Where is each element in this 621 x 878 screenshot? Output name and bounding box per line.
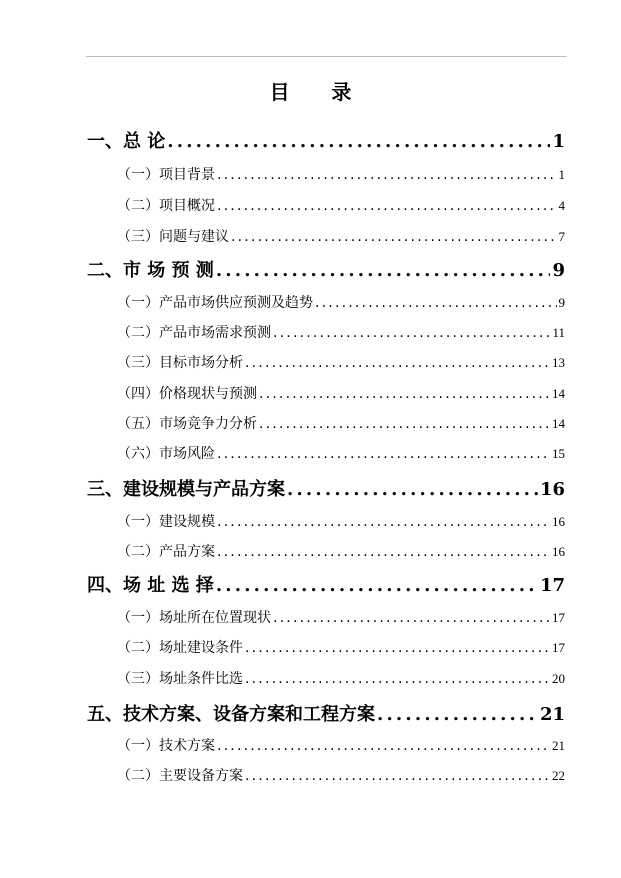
- toc-item-2-3[interactable]: [117, 352, 565, 372]
- toc-item-1-3[interactable]: [117, 226, 565, 246]
- dot-leader: [217, 544, 550, 560]
- toc-section-label: 一、总 论: [87, 131, 166, 152]
- toc-page-number: 1: [552, 131, 565, 152]
- toc-page-number: 20: [552, 671, 565, 686]
- toc-page-number: 9: [558, 295, 565, 310]
- toc-item-label: （六）市场风险: [117, 446, 215, 462]
- toc-page-number: 9: [552, 260, 565, 281]
- toc-item-label: （二）产品方案: [117, 544, 215, 560]
- dot-leader: [259, 416, 550, 432]
- toc-item-2-4[interactable]: [117, 383, 565, 403]
- toc-item-label: （二）主要设备方案: [117, 768, 243, 784]
- toc-title: 目 录: [269, 80, 352, 104]
- toc-item-label: （一）建设规模: [117, 514, 215, 530]
- dot-leader: [217, 514, 550, 530]
- toc-section-2[interactable]: [87, 256, 565, 282]
- dot-leader: [245, 355, 550, 371]
- dot-leader: [216, 575, 538, 596]
- toc-item-3-2[interactable]: [117, 541, 565, 561]
- toc-page-number: 16: [552, 544, 565, 559]
- dot-leader: [273, 325, 550, 341]
- dot-leader: [377, 704, 538, 725]
- toc-page-number: 16: [539, 479, 565, 500]
- toc-item-label: （二）项目概况: [117, 198, 215, 214]
- toc-page-number: 16: [552, 514, 565, 529]
- toc-section-4[interactable]: [87, 571, 565, 597]
- toc-item-4-2[interactable]: [117, 637, 565, 657]
- dot-leader: [217, 198, 557, 214]
- toc-page-number: 21: [552, 738, 565, 753]
- dot-leader: [167, 131, 550, 152]
- toc-item-4-1[interactable]: [117, 607, 565, 627]
- toc-page-number: 14: [552, 416, 565, 431]
- toc-page-number: 1: [558, 167, 565, 182]
- dot-leader: [245, 640, 550, 656]
- toc-item-label: （五）市场竞争力分析: [117, 416, 257, 432]
- toc-item-label: （一）场址所在位置现状: [117, 610, 271, 626]
- dot-leader: [217, 446, 550, 462]
- dot-leader: [259, 386, 550, 402]
- toc-section-label: 五、技术方案、设备方案和工程方案: [87, 704, 375, 725]
- toc-item-label: （三）场址条件比选: [117, 671, 243, 687]
- toc-item-label: （二）产品市场需求预测: [117, 325, 271, 341]
- toc-item-label: （一）技术方案: [117, 738, 215, 754]
- dot-leader: [245, 768, 550, 784]
- toc-item-2-1[interactable]: [117, 292, 565, 312]
- dot-leader: [231, 229, 557, 245]
- toc-item-5-2[interactable]: [117, 765, 565, 785]
- toc-item-1-2[interactable]: [117, 195, 565, 215]
- toc-page-number: 11: [552, 325, 565, 340]
- toc-item-5-1[interactable]: [117, 735, 565, 755]
- toc-page-number: 13: [552, 355, 565, 370]
- toc-item-label: （一）产品市场供应预测及趋势: [117, 295, 313, 311]
- toc-page-number: 15: [552, 446, 565, 461]
- toc-item-label: （一）项目背景: [117, 167, 215, 183]
- toc-section-label: 二、市 场 预 测: [87, 260, 214, 281]
- toc-item-label: （三）目标市场分析: [117, 355, 243, 371]
- toc-page-number: 14: [552, 386, 565, 401]
- toc-page-number: 17: [552, 640, 565, 655]
- toc-page-number: 17: [552, 610, 565, 625]
- toc-item-label: （四）价格现状与预测: [117, 386, 257, 402]
- toc-section-1[interactable]: [87, 127, 565, 153]
- toc-item-label: （二）场址建设条件: [117, 640, 243, 656]
- toc-item-2-5[interactable]: [117, 413, 565, 433]
- toc-item-label: （三）问题与建议: [117, 229, 229, 245]
- dot-leader: [217, 738, 550, 754]
- toc-page-number: 17: [539, 575, 565, 596]
- toc-page-number: 22: [552, 768, 565, 783]
- toc-item-2-6[interactable]: [117, 443, 565, 463]
- toc-section-label: 四、场 址 选 择: [87, 575, 214, 596]
- toc-item-3-1[interactable]: [117, 511, 565, 531]
- toc-page-number: 7: [558, 229, 565, 244]
- toc-page-number: 21: [539, 704, 565, 725]
- dot-leader: [273, 610, 550, 626]
- toc-section-label: 三、建设规模与产品方案: [87, 479, 285, 500]
- toc-item-1-1[interactable]: [117, 164, 565, 184]
- dot-leader: [216, 260, 551, 281]
- toc-item-2-2[interactable]: [117, 322, 565, 342]
- dot-leader: [287, 479, 538, 500]
- dot-leader: [245, 671, 550, 687]
- toc-page-number: 4: [558, 198, 565, 213]
- toc-section-3[interactable]: [87, 475, 565, 501]
- dot-leader: [217, 167, 557, 183]
- dot-leader: [315, 295, 557, 311]
- toc-section-5[interactable]: [87, 700, 565, 726]
- toc-item-4-3[interactable]: [117, 668, 565, 688]
